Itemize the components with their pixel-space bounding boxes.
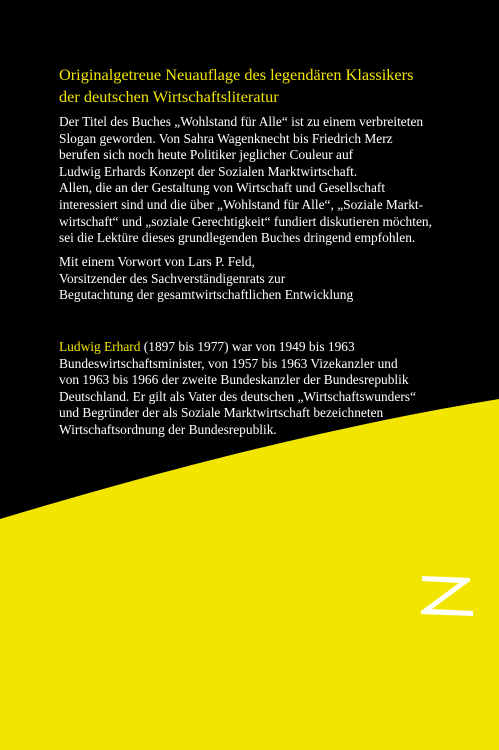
description-line: sei die Lektüre dieses grundlegenden Buches dringend empfohlen.: [59, 230, 416, 246]
headline-line: Originalgetreue Neuauflage des legendären Klassikers: [59, 65, 414, 84]
description-line: berufen sich noch heute Politiker jeglicher Couleur auf: [59, 147, 354, 163]
description-line: wirtschaft“ und „soziale Gerechtigkeit“ fundiert diskutieren möchten,: [59, 213, 432, 229]
foreword-note: [59, 254, 489, 304]
bio-line: Wirtschaftsordnung der Bundesrepublik.: [59, 421, 277, 437]
description-paragraph: [59, 114, 489, 247]
description-line: Allen, die an der Gestaltung von Wirtschaft und Gesellschaft: [59, 180, 386, 196]
author-name: Ludwig Erhard: [59, 339, 141, 354]
foreword-line: Vorsitzender des Sachverständigenrats zur: [59, 270, 286, 286]
author-bio: [59, 339, 489, 439]
bio-line: von 1963 bis 1966 der zweite Bundeskanzler der Bundesrepublik: [59, 372, 409, 388]
headline-line: der deutschen Wirtschaftsliteratur: [59, 87, 279, 106]
description-line: Ludwig Erhards Konzept der Sozialen Marktwirtschaft.: [59, 163, 358, 179]
description-line: Der Titel des Buches „Wohlstand für Alle“ ist zu einem verbreiteten: [59, 114, 424, 129]
description-line: interessiert sind und die über „Wohlstand für Alle“, „Soziale Markt-: [59, 196, 424, 212]
headline: [59, 64, 489, 108]
bio-first-line-text: (1897 bis 1977) war von 1949 bis 1963: [140, 339, 355, 354]
foreword-line: Mit einem Vorwort von Lars P. Feld,: [59, 254, 255, 269]
bio-line: Deutschland. Er gilt als Vater des deutschen „Wirtschaftswunders“: [59, 388, 416, 404]
description-line: Slogan geworden. Von Sahra Wagenknecht bis Friedrich Merz: [59, 130, 393, 146]
bio-line: Bundeswirtschaftsminister, von 1957 bis 1963 Vizekanzler und: [59, 355, 398, 371]
bio-first-line: [59, 339, 489, 356]
foreword-line: Begutachtung der gesamtwirtschaftlichen Entwicklung: [59, 287, 354, 303]
bio-line: und Begründer der als Soziale Marktwirtschaft bezeichneten: [59, 405, 384, 421]
blurred-barcode-area: [0, 620, 499, 750]
z-letter-logo-icon: [419, 573, 475, 619]
